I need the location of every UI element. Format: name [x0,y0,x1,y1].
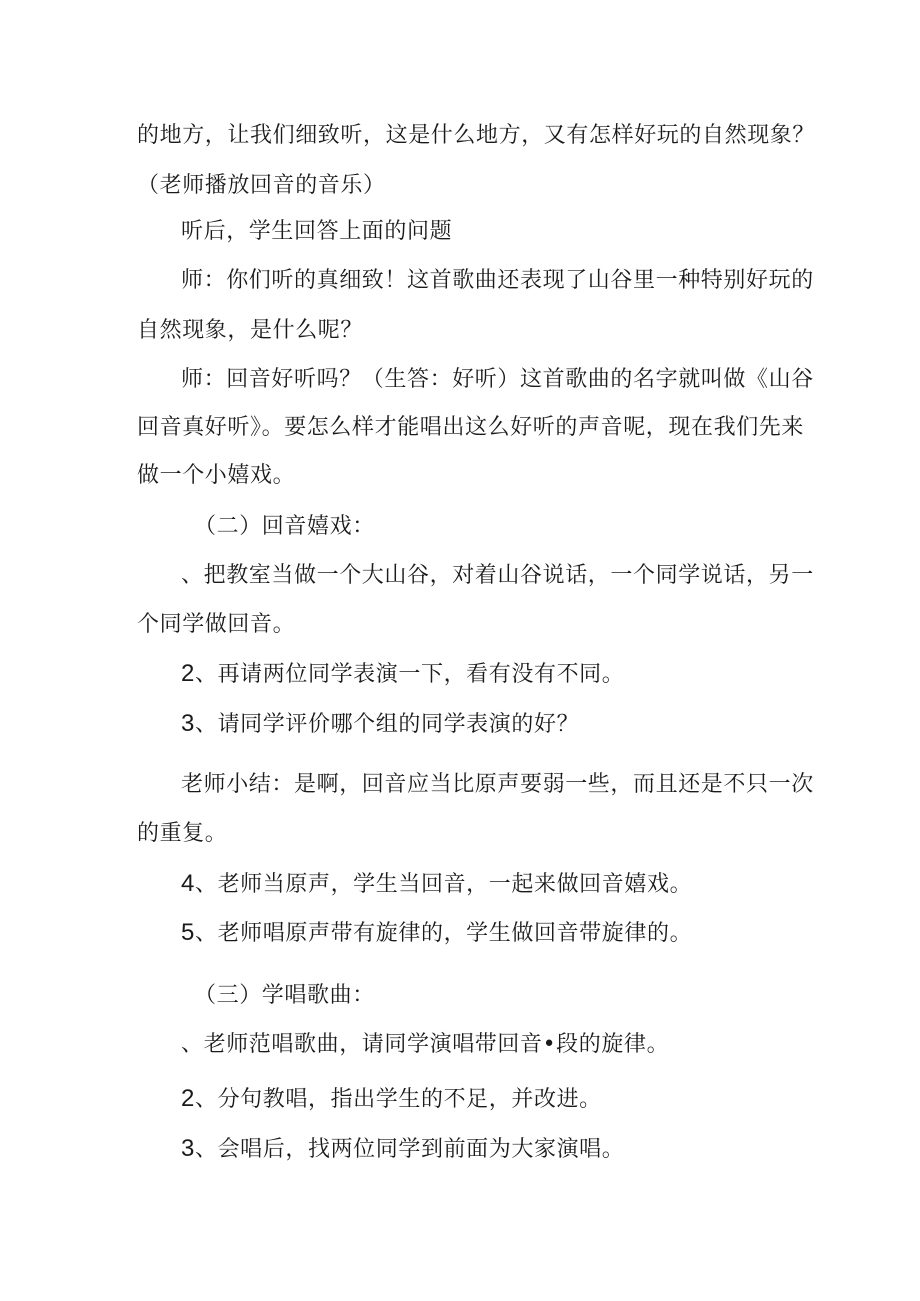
paragraph-line-6: 师：回音好听吗？（生答：好听）这首歌曲的名字就叫做《山谷 [181,367,814,392]
list-item-2a [181,660,624,689]
list-separator: 、 [194,872,218,897]
list-number: 3 [181,710,195,737]
paragraph-line-10: 、把教室当做一个大山谷，对着山谷说话，一个同学说话，另一 [181,563,814,588]
list-item-5 [181,919,692,948]
list-separator: 、 [194,1087,218,1112]
paragraph-line-11: 个同学做回音。 [137,612,296,637]
list-item-2b [181,1085,602,1114]
list-item-3b [181,1135,624,1164]
list-number: 5 [181,919,195,946]
list-text: 老师当原声，学生当回音，一起来做回音嬉戏。 [217,872,693,897]
list-separator: 、 [194,921,218,946]
list-text: 会唱后，找两位同学到前面为大家演唱。 [217,1137,625,1162]
paragraph-line-3: 听后，学生回答上面的问题 [181,219,453,244]
list-separator: 、 [194,662,218,687]
list-separator: 、 [194,1137,218,1162]
list-number: 3 [181,1135,195,1162]
section-heading-2: （二）回音嬉戏： [194,514,375,539]
paragraph-line-5: 自然现象，是什么呢？ [137,318,364,343]
paragraph-line-14: 老师小结：是啊，回音应当比原声要弱一些，而且还是不只一次 [181,772,814,797]
list-item-4 [181,870,692,899]
paragraph-line-8: 做一个小嬉戏。 [137,463,296,488]
paragraph-line-4: 师：你们听的真细致！这首歌曲还表现了山谷里一种特别好玩的 [181,268,814,293]
list-number: 2 [181,660,195,687]
paragraph-line-15: 的重复。 [137,821,228,846]
paragraph-line-2: （老师播放回音的音乐） [137,173,386,198]
list-item-3a [181,710,579,739]
list-number: 4 [181,870,195,897]
list-text: 分句教唱，指出学生的不足，并改进。 [217,1087,602,1112]
paragraph-line-1: 的地方，让我们细致听，这是什么地方，又有怎样好玩的自然现象？ [137,123,816,148]
list-separator: 、 [194,712,218,737]
paragraph-line-19: 、老师范唱歌曲，请同学演唱带回音•段的旋律。 [181,1032,670,1057]
list-text: 再请两位同学表演一下，看有没有不同。 [217,662,625,687]
section-heading-3: （三）学唱歌曲： [194,983,375,1008]
list-text: 请同学评价哪个组的同学表演的好？ [217,712,580,737]
list-text: 老师唱原声带有旋律的，学生做回音带旋律的。 [217,921,693,946]
list-number: 2 [181,1085,195,1112]
paragraph-line-7: 回音真好听》。要怎么样才能唱出这么好听的声音呢，现在我们先来 [137,415,805,440]
